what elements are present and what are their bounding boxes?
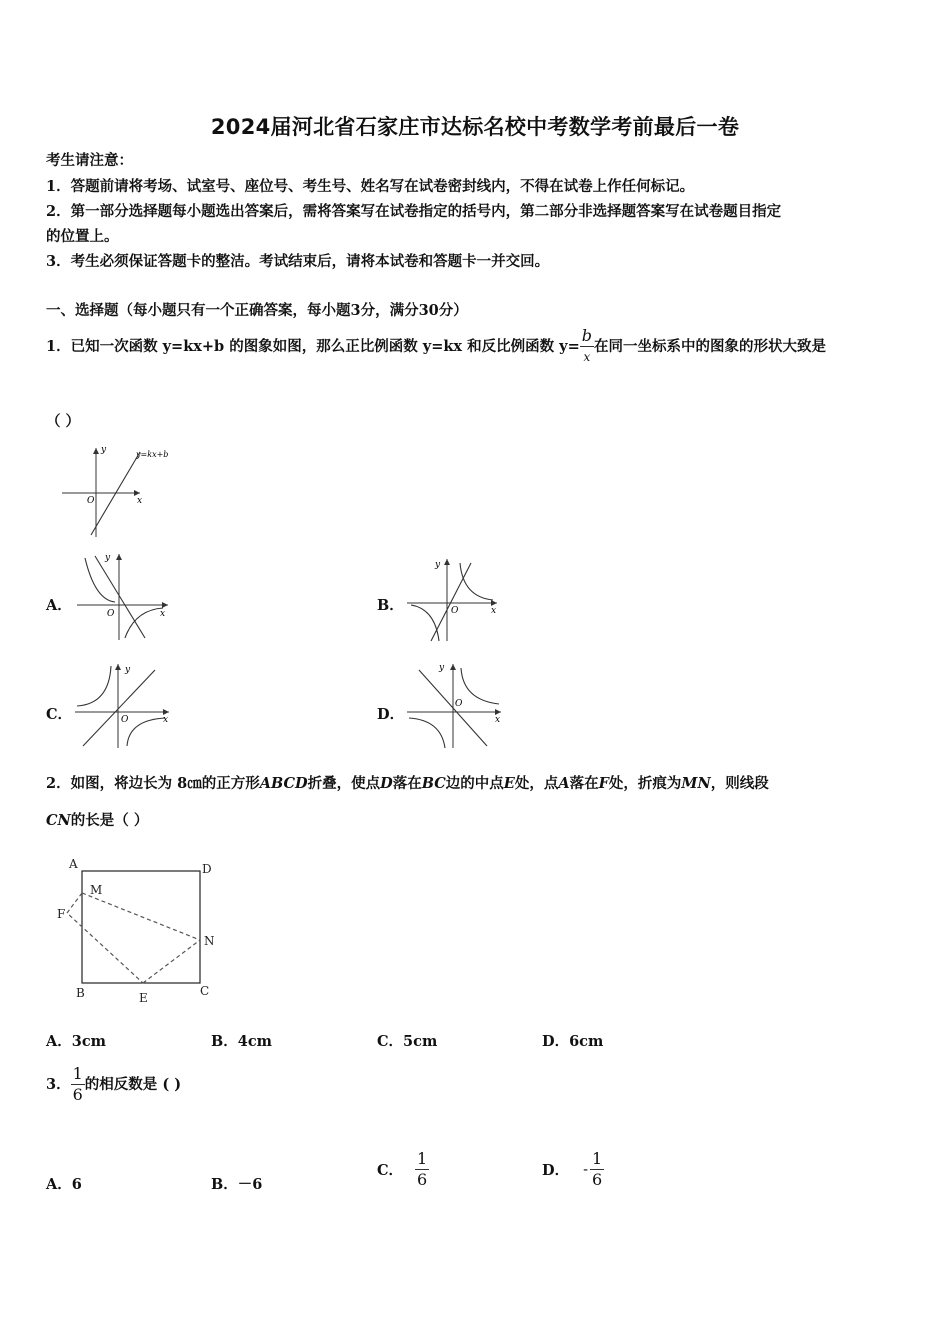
q2-text-a: 2．如图，将边长为 8㎝的正方形	[46, 775, 260, 792]
label-c: C	[200, 984, 210, 998]
q3-c-den: 6	[417, 1170, 428, 1189]
question-3-stem	[46, 1064, 181, 1105]
q2-option-a[interactable]: A．3cm	[46, 1033, 107, 1050]
opt-c-x: x	[163, 715, 169, 725]
q2-square-figure	[55, 855, 230, 1010]
q2-text-g: 处，折痕为	[608, 775, 682, 792]
q1-reference-graph	[60, 440, 175, 540]
label-a: A	[69, 857, 78, 871]
graph-origin-label: O	[87, 496, 95, 506]
q2-f: F	[598, 775, 609, 792]
q3-option-c[interactable]	[377, 1149, 429, 1190]
opt-c-o: O	[121, 715, 129, 725]
q1-option-b-graph[interactable]	[405, 555, 500, 643]
notice-item-1: 1．答题前请将考场、试室号、座位号、考生号、姓名写在试卷密封线内，不得在试卷上作任何标记。	[46, 178, 695, 195]
q2-text-c: 落在	[392, 775, 422, 792]
q1-frac-num: b	[581, 326, 592, 345]
q1-option-d-graph[interactable]	[405, 660, 505, 750]
question-2-stem	[46, 774, 769, 794]
q2-option-c[interactable]: C．5cm	[377, 1033, 438, 1050]
q3-frac-num: 1	[72, 1064, 83, 1083]
question-2-stem-cont	[46, 811, 148, 831]
q2-a: A	[558, 775, 570, 792]
opt-d-y: y	[439, 663, 445, 673]
q3-prefix: 3．	[46, 1075, 71, 1093]
page-title: 2024届河北省石家庄市达标名校中考数学考前最后一卷	[210, 115, 740, 139]
q3-suffix: 的相反数是 ( )	[84, 1075, 182, 1093]
opt-d-x: x	[495, 715, 501, 725]
opt-b-y: y	[435, 560, 441, 570]
q2-text-h: ，则线段	[710, 775, 769, 792]
q3-option-d-label: D．	[542, 1162, 570, 1179]
q3-d-sign: -	[583, 1161, 588, 1178]
q2-text-i: 的长是（ ）	[70, 812, 149, 829]
opt-c-y: y	[125, 665, 131, 675]
q2-text-f: 落在	[569, 775, 599, 792]
notice-heading: 考生请注意：	[46, 152, 133, 169]
q2-text-b: 折叠，使点	[307, 775, 381, 792]
q3-c-num: 1	[417, 1149, 428, 1168]
q3-frac-den: 6	[72, 1085, 83, 1104]
question-1-stem	[46, 326, 826, 367]
q2-d: D	[380, 775, 393, 792]
section-heading: 一、选择题（每小题只有一个正确答案，每小题3分，满分30分）	[46, 302, 468, 319]
opt-d-o: O	[455, 699, 463, 709]
q3-option-d[interactable]	[542, 1149, 604, 1190]
label-m: M	[90, 883, 103, 897]
notice-item-2: 2．第一部分选择题每小题选出答案后，需将答案写在试卷指定的括号内，第二部分非选择题答案写在试卷题目指定	[46, 203, 782, 220]
graph-x-label: x	[137, 496, 143, 506]
opt-b-o: O	[451, 606, 459, 616]
q2-e: E	[503, 775, 515, 792]
q2-mn: MN	[681, 775, 711, 792]
label-n: N	[204, 934, 215, 948]
opt-a-o: O	[107, 609, 115, 619]
label-e: E	[139, 991, 148, 1005]
q3-option-c-fraction	[415, 1149, 429, 1190]
q3-fraction	[71, 1064, 85, 1105]
q1-frac-den: x	[583, 350, 591, 364]
q3-option-a[interactable]: A．6	[46, 1176, 82, 1193]
notice-item-3: 3．考生必须保证答题卡的整洁。考试结束后，请将本试卷和答题卡一并交回。	[46, 253, 550, 270]
q2-option-d[interactable]: D．6cm	[542, 1033, 604, 1050]
graph-line-label: y=kx+b	[136, 450, 169, 459]
q1-text-a: 1．已知一次函数 y=kx+b 的图象如图，那么正比例函数 y=kx 和反比例函数 y=	[46, 337, 580, 355]
q1-option-d-label[interactable]: D．	[377, 706, 405, 723]
q3-d-num: 1	[591, 1149, 603, 1168]
q2-text-e: 处，点	[514, 775, 559, 792]
q2-abcd: ABCD	[259, 775, 308, 792]
q1-option-a-label[interactable]: A．	[46, 597, 72, 614]
q1-option-c-graph[interactable]	[73, 660, 173, 750]
q2-cn: CN	[46, 812, 71, 829]
q3-d-den: 6	[591, 1170, 603, 1189]
q2-bc: BC	[421, 775, 446, 792]
q2-option-b[interactable]: B．4cm	[211, 1033, 273, 1050]
q1-option-c-label[interactable]: C．	[46, 706, 73, 723]
notice-item-2-cont: 的位置上。	[46, 228, 119, 245]
q1-fraction	[580, 326, 594, 367]
label-f: F	[57, 907, 66, 921]
q1-answer-paren: （ ）	[46, 413, 81, 430]
graph-y-label: y	[101, 445, 107, 455]
q2-text-d: 边的中点	[445, 775, 504, 792]
opt-b-x: x	[491, 606, 497, 616]
opt-a-y: y	[105, 553, 111, 563]
q1-option-a-graph[interactable]	[75, 550, 170, 642]
q3-option-c-label: C．	[377, 1162, 404, 1179]
opt-a-x: x	[160, 609, 166, 619]
label-b: B	[76, 986, 85, 1000]
q1-text-b: 在同一坐标系中的图象的形状大致是	[593, 337, 826, 355]
q1-option-b-label[interactable]: B．	[377, 597, 404, 614]
q3-option-b[interactable]: B．－6	[211, 1176, 263, 1193]
q3-option-d-fraction	[590, 1149, 604, 1190]
label-d: D	[202, 862, 212, 876]
